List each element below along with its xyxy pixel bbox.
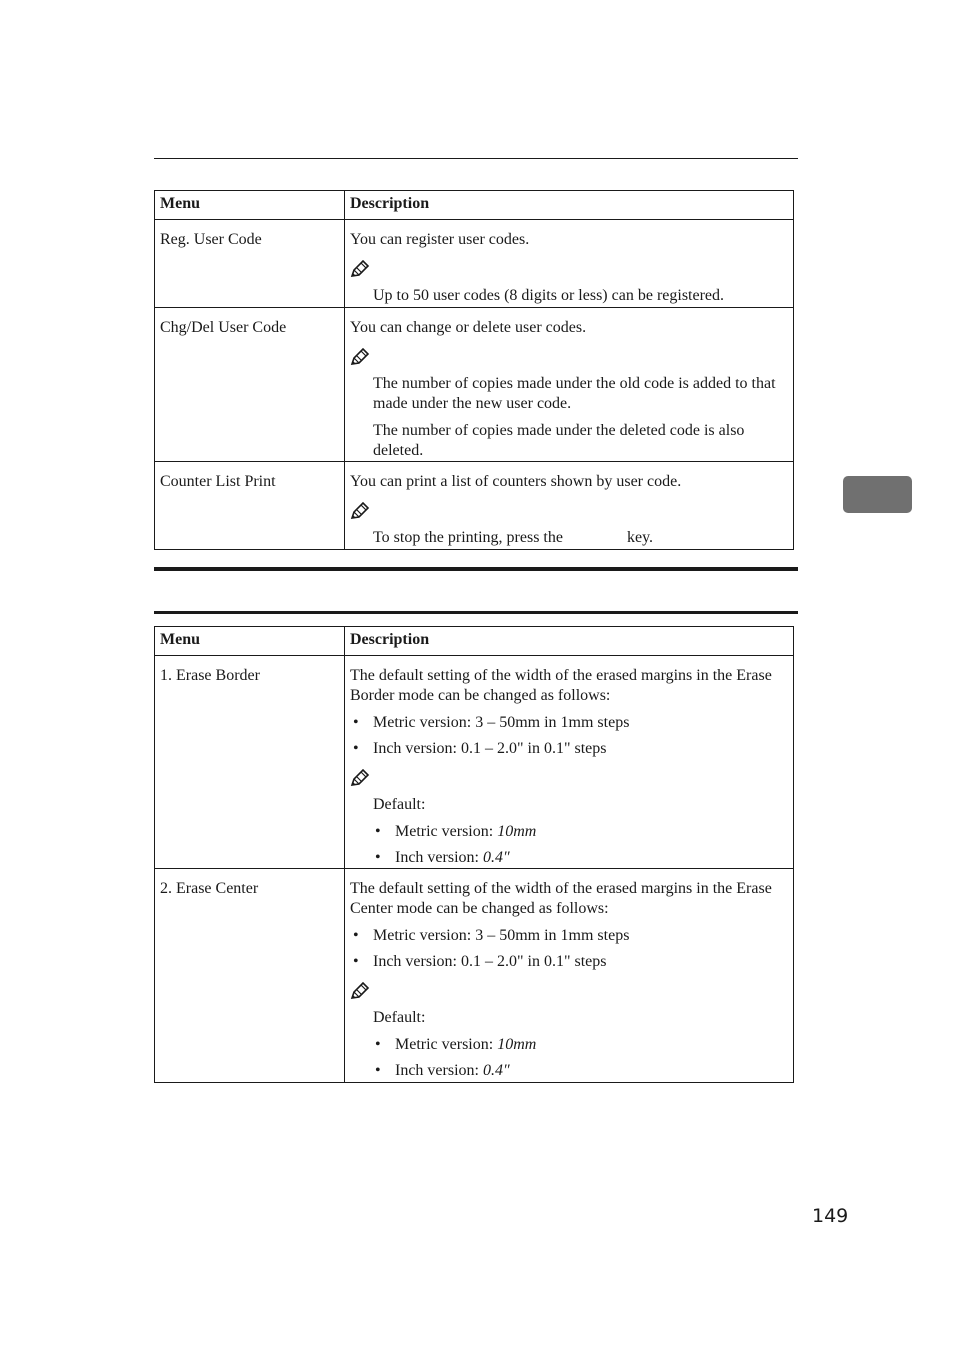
menu-cell: Reg. User Code bbox=[160, 231, 262, 248]
note-text: Up to 50 user codes (8 digits or less) can be registered. bbox=[373, 287, 725, 304]
header-description: Description bbox=[345, 191, 794, 220]
defaults-list bbox=[350, 1035, 787, 1081]
defaults-list bbox=[350, 822, 787, 868]
default-label: Default: bbox=[373, 796, 426, 813]
default-name: Metric version: bbox=[395, 823, 498, 840]
menu-cell: 2. Erase Center bbox=[160, 880, 259, 897]
description-text: You can print a list of counters shown by user code. bbox=[350, 473, 682, 490]
default-value: 0.4″ bbox=[482, 849, 510, 866]
pencil-note-icon bbox=[350, 769, 787, 789]
note-text-before: To stop the printing, press the bbox=[373, 529, 563, 546]
description-text: The default setting of the width of the erased margins in the Erase Center mode can be changed as follows: bbox=[350, 880, 772, 917]
note-text bbox=[373, 528, 787, 548]
list-item bbox=[373, 822, 787, 842]
table-row bbox=[155, 220, 794, 308]
default-value: 10mm bbox=[497, 1036, 537, 1053]
list-item bbox=[373, 1035, 787, 1055]
erase-settings-table bbox=[154, 626, 794, 1083]
pencil-note-icon bbox=[350, 982, 787, 1002]
table-header-row bbox=[155, 191, 794, 220]
pencil-note-icon bbox=[350, 260, 787, 280]
page-number: 149 bbox=[812, 1205, 849, 1227]
section-rule-thick bbox=[154, 567, 798, 571]
list-item: • Inch version: 0.1 – 2.0" in 0.1" steps bbox=[350, 739, 787, 759]
list-item: • Metric version: 3 – 50mm in 1mm steps bbox=[350, 926, 787, 946]
table-row bbox=[155, 308, 794, 462]
chapter-thumb-tab bbox=[843, 476, 912, 513]
menu-cell: Counter List Print bbox=[160, 473, 276, 490]
default-value: 0.4″ bbox=[482, 1062, 510, 1079]
default-name: Metric version: bbox=[395, 1036, 498, 1053]
default-label: Default: bbox=[373, 1009, 426, 1026]
table-row bbox=[155, 462, 794, 550]
default-name: Inch version: bbox=[395, 1062, 483, 1079]
header-rule bbox=[154, 158, 798, 159]
pencil-note-icon bbox=[350, 502, 787, 522]
header-menu: Menu bbox=[155, 627, 345, 656]
table-row bbox=[155, 869, 794, 1083]
table-row bbox=[155, 656, 794, 869]
list-item bbox=[373, 848, 787, 868]
list-item bbox=[373, 1061, 787, 1081]
default-value: 10mm bbox=[497, 823, 537, 840]
note-text: The number of copies made under the old code is added to that made under the new user code. bbox=[373, 375, 776, 412]
pencil-note-icon bbox=[350, 348, 787, 368]
description-text: The default setting of the width of the erased margins in the Erase Border mode can be changed as follows: bbox=[350, 667, 772, 704]
note-text: The number of copies made under the deleted code is also deleted. bbox=[373, 422, 745, 459]
menu-cell: 1. Erase Border bbox=[160, 667, 260, 684]
note-text-after: key. bbox=[626, 529, 654, 546]
section-rule bbox=[154, 611, 798, 614]
description-text: You can change or delete user codes. bbox=[350, 319, 587, 336]
description-text: You can register user codes. bbox=[350, 231, 530, 248]
default-name: Inch version: bbox=[395, 849, 483, 866]
header-description: Description bbox=[345, 627, 794, 656]
header-menu: Menu bbox=[155, 191, 345, 220]
table-header-row bbox=[155, 627, 794, 656]
list-item: • Inch version: 0.1 – 2.0" in 0.1" steps bbox=[350, 952, 787, 972]
menu-cell: Chg/Del User Code bbox=[160, 319, 287, 336]
list-item: • Metric version: 3 – 50mm in 1mm steps bbox=[350, 713, 787, 733]
user-code-table bbox=[154, 190, 794, 550]
